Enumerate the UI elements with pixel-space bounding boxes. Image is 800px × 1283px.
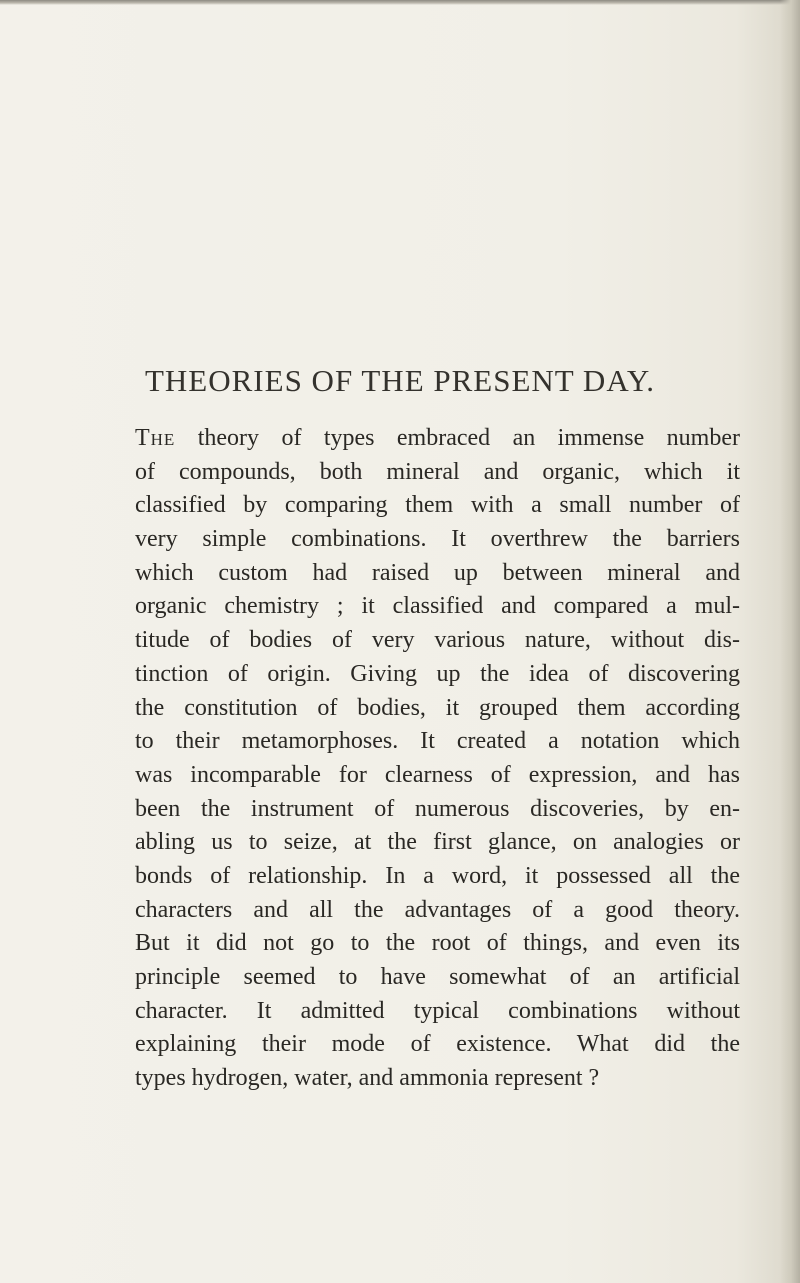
text-line: organic chemistry ; it classified and compared a mul-: [135, 593, 740, 620]
page-top-edge: [0, 0, 800, 5]
text-line: abling us to seize, at the first glance, on analogies or: [135, 829, 740, 856]
text-line: principle seemed to have somewhat of an artificial: [135, 964, 740, 990]
text-line: titude of bodies of very various nature, without dis-: [135, 627, 740, 654]
text-line: But it did not go to the root of things, and even its: [135, 930, 740, 957]
text-line: to their metamorphoses. It created a notation which: [135, 728, 740, 755]
text-line: explaining their mode of existence. What did the: [135, 1031, 740, 1058]
text-line: classified by comparing them with a small number of: [135, 492, 740, 519]
body-paragraph: [135, 422, 740, 1096]
text-line: was incomparable for clearness of expression, and has: [135, 761, 740, 788]
text-line: which custom had raised up between mineral and: [135, 559, 740, 586]
text-line: [135, 422, 740, 456]
text-line: of compounds, both mineral and organic, which it: [135, 458, 740, 485]
text-line: the constitution of bodies, it grouped them according: [135, 694, 740, 721]
opening-word: The: [135, 425, 176, 451]
text-line: character. It admitted typical combinations without: [135, 997, 740, 1024]
text-line: tinction of origin. Giving up the idea of discovering: [135, 660, 740, 687]
text-line: very simple combinations. It overthrew the barriers: [135, 526, 740, 553]
chapter-heading: THEORIES OF THE PRESENT DAY.: [144, 363, 655, 398]
page-gutter-shadow: [780, 0, 800, 1283]
text-line: been the instrument of numerous discoveries, by en-: [135, 795, 740, 822]
text-line: bonds of relationship. In a word, it possessed all the: [135, 862, 740, 889]
text-line: characters and all the advantages of a good theory.: [135, 896, 740, 923]
text-line-rest: theory of types embraced an immense number: [175, 425, 740, 451]
text-line: types hydrogen, water, and ammonia represent ?: [135, 1065, 600, 1092]
